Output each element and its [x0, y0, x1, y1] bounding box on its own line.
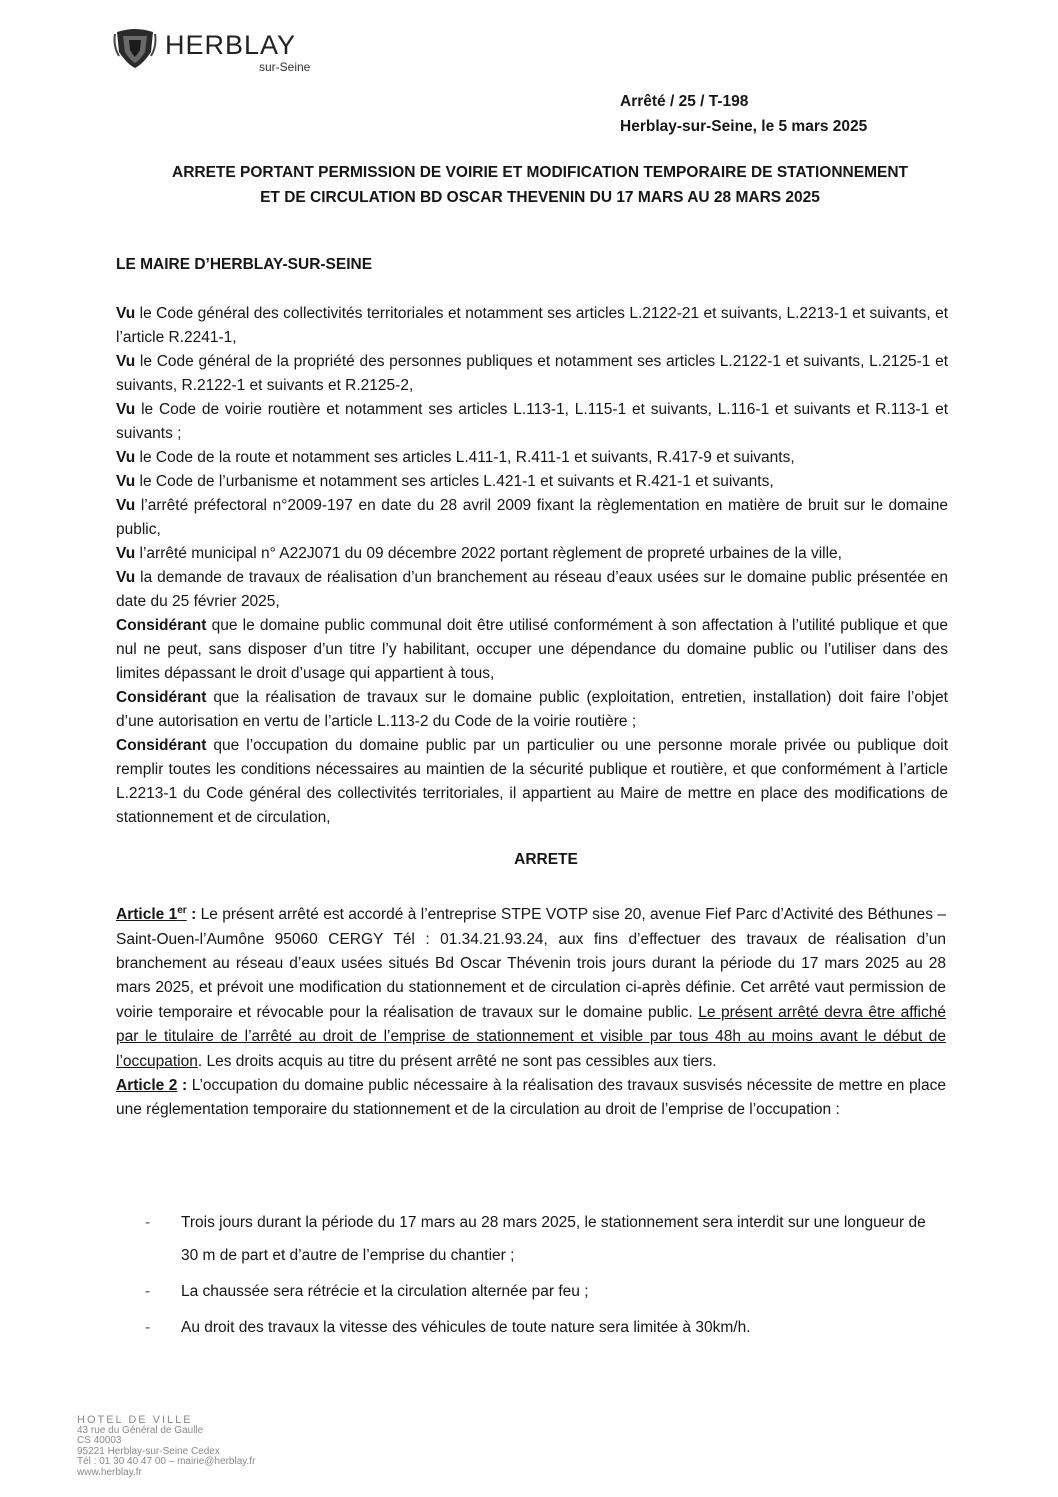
recital: Vu le Code général de la propriété des personnes publiques et notamment ses articles L.2122-1 et suivants, L.2125-1 et suivants, R.2122-1 et suivants et R.2125-2, [116, 353, 948, 394]
footer-line: HOTEL DE VILLE [77, 1414, 193, 1426]
recital: Considérant que le domaine public communal doit être utilisé conformément à son affectation à l’utilité publique et que nul ne peut, sans disposer d’un titre l’y habilitant, occuper une dépendance du domaine public ou l’utiliser dans des limites dépassant le droit d’usage qui appartient à tous, [116, 617, 948, 682]
document-reference-block [620, 89, 867, 139]
footer-line: CS 40003 [77, 1435, 122, 1446]
recital: Vu l’arrêté préfectoral n°2009-197 en date du 28 avril 2009 fixant la règlementation en matière de bruit sur le domaine public, [116, 497, 948, 538]
recital: Considérant que la réalisation de travaux sur le domaine public (exploitation, entretien, installation) doit faire l’objet d’une autorisation en vertu de l’article L.113-2 du Code de la voirie routière ; [116, 689, 948, 730]
recital: Vu la demande de travaux de réalisation d’un branchement au réseau d’eaux usées sur le domaine public présentée en date du 25 février 2025, [116, 569, 948, 610]
recitals-section [116, 302, 948, 830]
measures-list [145, 1206, 945, 1347]
list-item: - Au droit des travaux la vitesse des véhicules de toute nature sera limitée à 30km/h. [145, 1319, 751, 1336]
document-reference: Arrêté / 25 / T-198 [620, 93, 749, 110]
recital: Vu le Code de voirie routière et notamment ses articles L.113-1, L.115-1 et suivants, L.116-1 et suivants et R.113-1 et suivants ; [116, 401, 948, 442]
article-1-label: Article 1er [116, 905, 187, 924]
footer-address [77, 1415, 255, 1478]
article-1: Article 1er : Le présent arrêté est accordé à l’entreprise STPE VOTP sise 20, avenue Fief Parc d’Activité des Béthunes – Saint-Ouen-l’Aumône 95060 CERGY Tél : 01.34.21.93.24, aux fins d’effectuer des travaux de réalisation d’un branchement au réseau d’eaux usées situés Bd Oscar Thévenin trois jours durant la période du 17 mars 2025 au 28 mars 2025, et prévoit une modification du stationnement et de circulation ci-après définie. Cet arrêté vaut permission de voirie temporaire et révocable pour la réalisation de travaux sur le domaine public. Le présent arrêté devra être affiché par le titulaire de l’arrêté au droit de l’emprise de stationnement et visible par tous 48h au moins avant le début de l’occupation. Les droits acquis au titre du présent arrêté ne sont pas cessibles aux tiers. [116, 905, 947, 1070]
logo-name: HERBLAY [165, 30, 297, 60]
list-item: - Trois jours durant la période du 17 mars au 28 mars 2025, le stationnement sera interdit sur une longueur de 30 m de part et d’autre de l’emprise du chantier ; [145, 1214, 926, 1264]
title-line-2: ET DE CIRCULATION BD OSCAR THEVENIN DU 17 MARS AU 28 MARS 2025 [260, 189, 820, 206]
footer-line: 95221 Herblay-sur-Seine Cedex [77, 1445, 220, 1457]
city-crest-icon [113, 26, 157, 70]
recital: Considérant que l’occupation du domaine public par un particulier ou une personne morale privée ou publique doit remplir toutes les conditions nécessaires au maintien de la sécurité publique et routière, et que conformément à l’article L.2213-1 du Code général des collectivités territoriales, il appartient au Maire de mettre en place des modifications de stationnement et de circulation, [116, 737, 948, 826]
document-title [110, 160, 970, 210]
recital: Vu le Code de l’urbanisme et notamment ses articles L.421-1 et suivants et R.421-1 et suivants, [116, 473, 774, 490]
footer-line: www.herblay.fr [77, 1466, 142, 1478]
posting-requirement: Le présent arrêté devra être affiché par le titulaire de l’arrêté au droit de l’emprise de stationnement et visible par tous 48h au moins avant le début de l’occupation [116, 1003, 946, 1070]
decision-heading: ARRETE [514, 851, 578, 868]
footer-line: 43 rue du Général de Gaulle [77, 1424, 204, 1436]
recital: Vu l’arrêté municipal n° A22J071 du 09 décembre 2022 portant règlement de propreté urbaines de la ville, [116, 545, 842, 562]
city-logo [113, 26, 343, 76]
recital: Vu le Code général des collectivités territoriales et notamment ses articles L.2122-21 et suivants, L.2213-1 et suivants, et l’article R.2241-1, [116, 305, 948, 346]
recital: Vu le Code de la route et notamment ses articles L.411-1, R.411-1 et suivants, R.417-9 et suivants, [116, 449, 795, 466]
logo-subtitle: sur-Seine [259, 60, 311, 74]
articles-section [116, 899, 946, 1123]
list-item: - La chaussée sera rétrécie et la circulation alternée par feu ; [145, 1283, 589, 1300]
mayor-heading: LE MAIRE D’HERBLAY-SUR-SEINE [116, 256, 373, 273]
article-2: Article 2 : L’occupation du domaine public nécessaire à la réalisation des travaux susvisés nécessite de mettre en place une réglementation temporaire du stationnement et de la circulation au droit de l’emprise de l’occupation : [116, 1077, 946, 1119]
article-2-label: Article 2 [116, 1077, 178, 1094]
footer-line: Tél : 01 30 40 47 00 – mairie@herblay.fr [77, 1456, 256, 1467]
place-and-date: Herblay-sur-Seine, le 5 mars 2025 [620, 118, 868, 135]
title-line-1: ARRETE PORTANT PERMISSION DE VOIRIE ET MODIFICATION TEMPORAIRE DE STATIONNEMENT [172, 164, 908, 181]
